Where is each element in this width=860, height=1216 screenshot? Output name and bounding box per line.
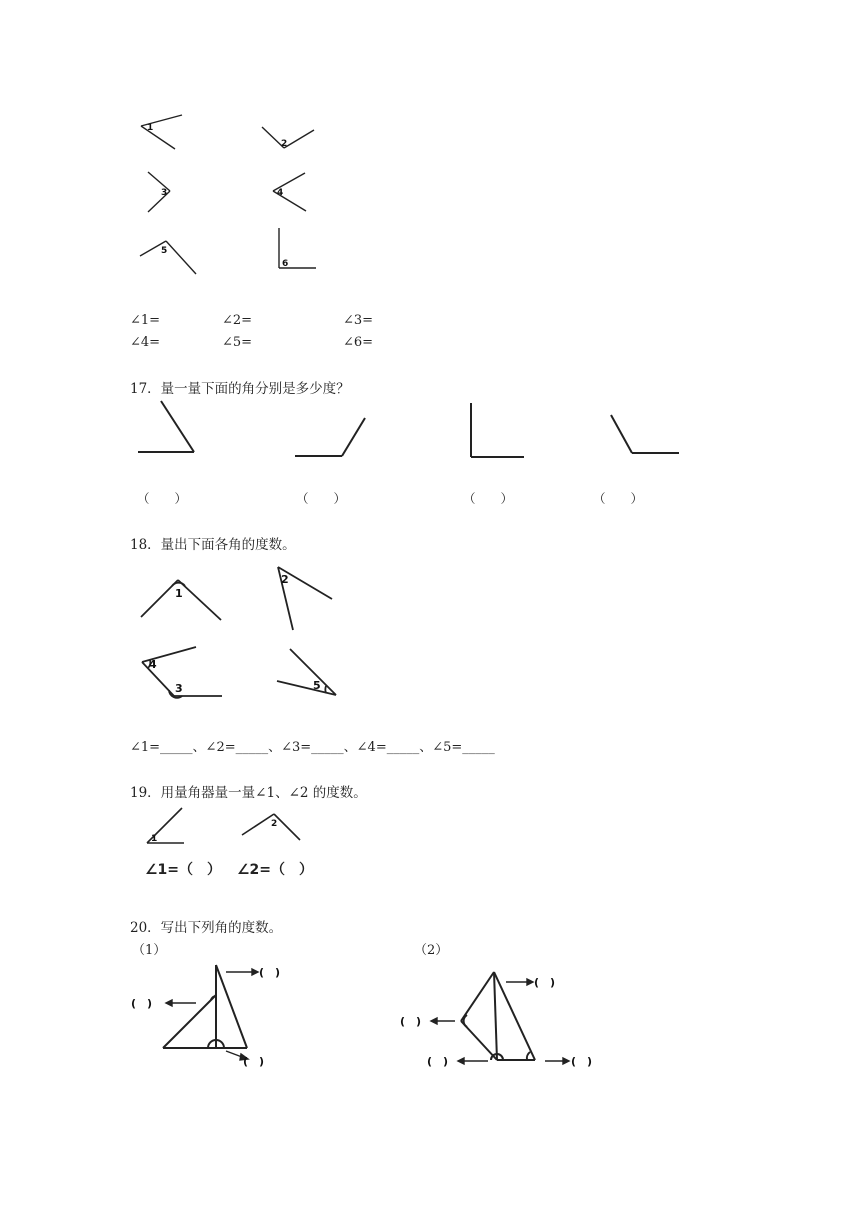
q16-answer-5: ∠5= — [222, 335, 253, 350]
q19-label-1: 1 — [151, 834, 158, 844]
q16-answer-4: ∠4= — [130, 335, 161, 350]
q16-label-5: 5 — [161, 246, 168, 256]
q17-title: 17．量一量下面的角分别是多少度？ — [130, 381, 350, 397]
q20-1-blank-bottom: ( ) — [243, 1055, 265, 1068]
q20-2-blank-top: ( ) — [534, 976, 556, 989]
q16-answer-2: ∠2= — [222, 313, 253, 328]
q18-title: 18．量出下面各角的度数。 — [130, 537, 296, 553]
q18-label-2: 2 — [281, 573, 289, 586]
q20-part1-label: （1） — [132, 943, 167, 958]
q16-answer-3: ∠3= — [343, 313, 374, 328]
q18-label-4: 4 — [149, 658, 157, 671]
q16-label-1: 1 — [147, 123, 154, 133]
q17-blank-1[interactable]: （ ） — [137, 491, 188, 506]
q20-2-blank-bottom-left: ( ) — [427, 1055, 449, 1068]
q20-figure-1 — [163, 965, 247, 1048]
q19-title: 19．用量角器量一量∠1、∠2 的度数。 — [130, 785, 367, 801]
q18-label-1: 1 — [175, 587, 183, 600]
q17-blank-2[interactable]: （ ） — [296, 491, 347, 506]
q20-title: 20．写出下列角的度数。 — [130, 920, 283, 936]
q19-answer-1[interactable]: ∠1=（ ） — [145, 862, 222, 878]
q16-label-3: 3 — [161, 188, 168, 198]
q20-part2-label: （2） — [414, 943, 449, 958]
q18-answer-line[interactable]: ∠1=_____、∠2=_____、∠3=_____、∠4=_____、∠5=_____ — [130, 740, 495, 755]
q20-figure-2 — [461, 972, 535, 1060]
q20-1-blank-left: ( ) — [131, 997, 153, 1010]
q16-answer-6: ∠6= — [343, 335, 374, 350]
q16-label-6: 6 — [282, 259, 289, 269]
q17-blank-4[interactable]: （ ） — [593, 491, 644, 506]
q16-label-2: 2 — [281, 139, 288, 149]
q18-label-5: 5 — [313, 679, 321, 692]
q20-2-blank-left: ( ) — [400, 1015, 422, 1028]
q16-label-4: 4 — [277, 188, 284, 198]
q20-1-blank-top: ( ) — [259, 966, 281, 979]
q17-blank-3[interactable]: （ ） — [463, 491, 514, 506]
q20-2-blank-bottom-right: ( ) — [571, 1055, 593, 1068]
q19-label-2: 2 — [271, 819, 278, 829]
q16-answer-1: ∠1= — [130, 313, 161, 328]
q18-label-3: 3 — [175, 682, 183, 695]
q19-answer-2[interactable]: ∠2=（ ） — [237, 862, 314, 878]
